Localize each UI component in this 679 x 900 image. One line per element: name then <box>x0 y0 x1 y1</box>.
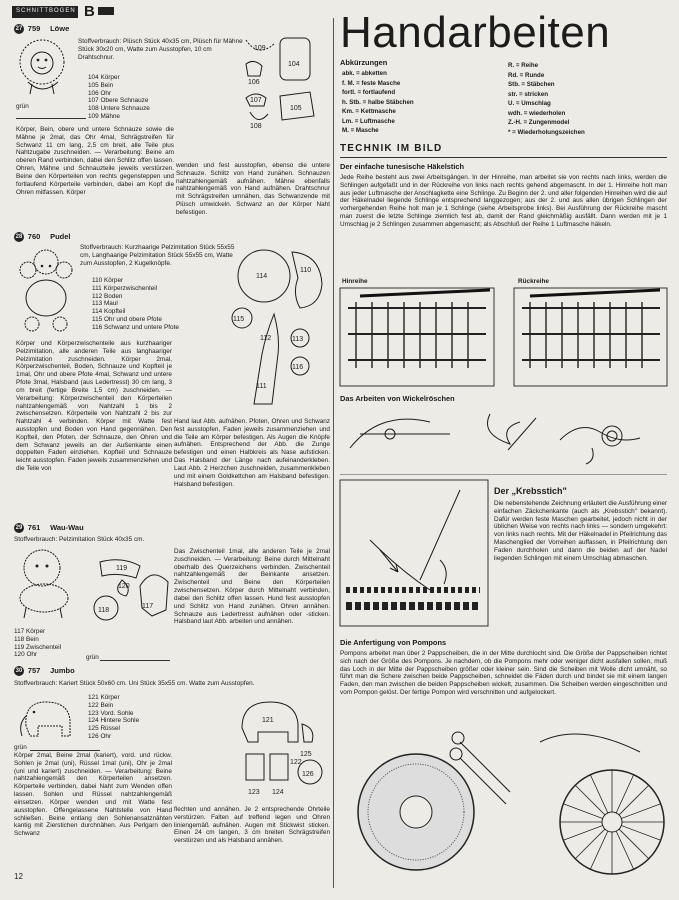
loewe-color-label: grün <box>16 103 29 110</box>
svg-text:119: 119 <box>116 565 128 572</box>
loewe-pattern-pieces <box>244 36 330 128</box>
abbreviations-left <box>340 68 419 137</box>
lion-illustration <box>14 36 74 98</box>
svg-text:105: 105 <box>290 105 302 112</box>
loewe-parts-list <box>88 74 198 121</box>
part-line: 126 Ohr <box>88 733 112 741</box>
svg-text:126: 126 <box>302 771 314 778</box>
haekelstich-title: Der einfache tunesische Häkelstich <box>340 162 465 171</box>
abbr-entry: M. = Masche <box>342 127 379 135</box>
item-number-badge: 29 <box>15 525 23 532</box>
svg-text:107: 107 <box>250 97 262 104</box>
part-line: 114 Kopfteil <box>92 308 126 316</box>
dog-illustration <box>16 548 86 620</box>
color-rule <box>16 118 86 119</box>
part-line: 112 Boden <box>92 292 123 300</box>
item-jumbo-header <box>14 666 214 676</box>
krebsstich-text: Die nebenstehende Zeichnung erläutert die Ausführung einer einfachen Zäckchenkante (auch als „Krebsstich" bekannt). Dafür werden feste Maschen gearbeitet, jedoch nicht in der üblichen Weise von rechts nach links — sondern umgekehrt: von links nach rechts. Mit der Häkelnadel in Pfeilrichtung das Maschenglied der Vorreihen auffassen, in Pfeilrichtung den Faden durchholen und dann die beiden auf der Nadel liegenden Schlingen mit einem Umschlag abmaschen. <box>494 500 667 562</box>
item-wauwau-header <box>14 523 214 533</box>
section-rule <box>340 474 667 475</box>
technik-heading: TECHNIK IM BILD <box>340 143 667 158</box>
part-line: 109 Mähne <box>88 113 120 121</box>
svg-text:121: 121 <box>262 717 274 724</box>
svg-text:104: 104 <box>288 61 300 68</box>
item-name: Löwe <box>50 24 70 33</box>
abbr-entry: R. = Reihe <box>508 62 539 69</box>
section-label: SCHNITTBOGEN <box>12 6 78 18</box>
pudel-instructions-1: Körper und Körperzwischenteile aus kurzhaariger Pelzimitation, alle anderen Teile aus langhaariger Pelzimitation zuschneiden. Körper 2mal, Körperzwischenteil, Boden, Schnauze und Kopfteil je 1mal, Ohr und obere Pfote 4mal, Schwanz und untere Pfote 3mal, Halsband (aus Ledertresst) 30 cm lang, 3 cm breit (fertige Breite 1,5 cm) zuschneiden. — Verarbeitung: Körperzwischenteil den Körperteilen nahtzahlengemäß von Nahtzahl 1 bis 2 zwischensetzen. Körperteile von Nahtzahl 2 bis zur Nahtzahl 4 verbinden. Körper mit Watte fest ausstopfen und Boden von Hand gegennähen. Den Kopfteil, den Pfoten, der Schnauze, den Ohren und dem Schwanz jeweils an der Außenkante einen doppelten Faden einziehen. Kopfteil und Schnauze leicht ausstopfen. Faden jeweils zusammenziehen und die Teile von <box>16 340 172 472</box>
svg-text:109: 109 <box>254 45 266 52</box>
section-bar <box>98 7 114 15</box>
loewe-material: Stoffverbrauch: Plüsch Stück 40x35 cm, Plüsch für Mähne Stück 30x20 cm, Watte zum Ausstopfen, 10 cm Drahtschnur. <box>78 38 243 61</box>
wauwau-color-label: grün <box>86 654 99 661</box>
pudel-material: Stoffverbrauch: Kurzhaarige Pelzimitation Stück 55x55 cm, Langhaarige Pelzimitation Stück 55x55 cm, Watte zum Ausstopfen, 2 Kugelknöpfe. <box>80 244 235 267</box>
part-line: 107 Obere Schnauze <box>88 97 149 105</box>
abbr-entry: Stb. = Stäbchen <box>508 81 555 89</box>
svg-text:112: 112 <box>260 335 272 342</box>
svg-text:118: 118 <box>98 607 110 614</box>
label-rueckreihe: Rückreihe <box>518 278 549 285</box>
svg-text:110: 110 <box>300 267 312 274</box>
svg-text:111: 111 <box>256 383 267 390</box>
pudel-pattern-pieces <box>228 244 332 416</box>
abbreviations-heading: Abkürzungen <box>340 58 388 67</box>
item-number-badge: 27 <box>15 26 23 33</box>
wauwau-parts-list <box>14 628 94 659</box>
part-line: 106 Ohr <box>88 89 112 97</box>
pudel-parts-list <box>92 277 182 332</box>
jumbo-color-label: grün <box>14 744 27 751</box>
pompons-illustration <box>340 712 667 882</box>
color-rule <box>100 660 170 661</box>
pompons-text: Pompons arbeitet man über 2 Pappscheiben, die in der Mitte durchlocht sind. Die Größe der Pappscheiben richtet sich nach der Größe des Pompons. Je nachdem, ob die Pompons mehr oder weniger dicht ausfallen sollen, muß das Loch in der Mitte der Pappscheiben größer oder kleiner sein. Sind die Scheiben mit Wolle dicht umnäht, so führt man die Schere zwischen beide Pappscheiben, schneidet die Fäden durch und bindet sie mit einem langen Faden, den man zwischen die beiden Pappscheiben wickelt, zusammen. Die Scheiben werden eingeschnitten und vom Pompon gelöst. Der fertige Pompon wird verschnitten und aufgelockert. <box>340 650 667 697</box>
part-line: 118 Bein <box>14 635 39 643</box>
svg-text:108: 108 <box>250 123 262 130</box>
part-line: 119 Zwischenteil <box>14 643 62 651</box>
part-line: 124 Hintere Sohle <box>88 717 140 725</box>
jumbo-material: Stoffverbrauch: Kariert Stück 50x60 cm. Uni Stück 35x55 cm. Watte zum Ausstopfen. <box>14 680 255 687</box>
svg-text:113: 113 <box>292 336 304 343</box>
item-code: 759 <box>27 24 41 33</box>
abbr-entry: Z.-H. = Zungenmodel <box>508 119 570 127</box>
item-pudel-header <box>14 232 214 242</box>
abbr-entry: f. M. = feste Masche <box>342 79 401 87</box>
part-line: 110 Körper <box>92 277 124 284</box>
part-line: 108 Untere Schnauze <box>88 105 150 113</box>
elephant-illustration <box>16 696 82 742</box>
krebsstich-illustration <box>340 480 488 626</box>
wickel-title: Das Arbeiten von Wickelröschen <box>340 394 455 403</box>
jumbo-instructions-1: Körper 2mal, Beine 2mal (kariert), vord. und rückw. Sohlen je 2mal (uni), Rüssel 1mal (uni), Ohr je 2mal (uni und kariert) zuschneiden. — Verarbeitung: Beine nahtzahlengemäß den Körperteilen ansetzen. Körperteile verbinden, dabei Naht zum Wenden offen lassen. Sohlen und Rüssel nahtzahlengemäß einsetzen. Körper wenden und mit Watte fest ausstopfen. Offengelassene Nahtstelle von Hand schließen. Beine entlang den Sohlenansatznähten kantig mit Zierstichen durchnähen. Aus Perlgarn den Schwanz <box>14 752 172 838</box>
abbr-entry: wdh. = wiederholen <box>508 109 566 117</box>
loewe-instructions-2: wenden und fest ausstopfen, ebenso die untere Schnauze. Schlitz von Hand zunähen. Schnauzen nahtzahlengemäß aufnähen. Mähne ebenfalls nahtzahlengemäß von Hand aufnähen. Drahtschnur mit Schrägstreifen umnähen, das Schwanzende mit Plüsch umwickeln. Schwanz an der Körper Naht befestigen. <box>176 162 330 216</box>
item-code: 760 <box>27 232 41 241</box>
abbr-entry: U. = Umschlag <box>508 100 551 108</box>
abbr-entry: str. = stricken <box>508 90 549 98</box>
svg-text:117: 117 <box>142 603 154 610</box>
item-name: Pudel <box>50 232 71 241</box>
poodle-illustration <box>16 248 78 338</box>
abbr-entry: * = Wiederholungszeichen <box>508 128 585 136</box>
column-divider <box>333 18 334 888</box>
svg-text:122: 122 <box>290 759 302 766</box>
abbr-entry: Lm. = Luftmasche <box>342 117 395 125</box>
label-hinreihe: Hinreihe <box>342 278 368 285</box>
svg-text:125: 125 <box>300 751 312 758</box>
part-line: 116 Schwanz und untere Pfote <box>92 323 179 331</box>
svg-text:106: 106 <box>248 79 260 86</box>
part-line: 105 Bein <box>88 81 114 89</box>
abbr-entry: Km. = Kettmasche <box>342 108 396 116</box>
abbreviations-right <box>506 60 590 139</box>
wickel-illustration <box>340 404 667 468</box>
part-line: 123 Vord. Sohle <box>88 709 134 717</box>
svg-text:123: 123 <box>248 789 260 796</box>
abbr-entry: h. Stb. = halbe Stäbchen <box>342 98 414 106</box>
item-code: 757 <box>27 666 41 675</box>
item-number-badge: 28 <box>15 234 23 241</box>
part-line: 121 Körper <box>88 694 120 701</box>
item-loewe-header <box>14 24 334 34</box>
part-line: 117 Körper <box>14 628 46 635</box>
part-line: 113 Maul <box>92 300 118 308</box>
pompons-title: Die Anfertigung von Pompons <box>340 638 447 647</box>
page-number: 12 <box>14 872 23 881</box>
wauwau-pattern-pieces <box>92 552 178 628</box>
item-number-badge: 30 <box>15 668 23 675</box>
krebsstich-title: Der „Krebsstich" <box>494 486 567 496</box>
part-line: 122 Bein <box>88 701 114 709</box>
abbr-entry: abk. = abketten <box>342 70 387 77</box>
jumbo-instructions-2: flechten und annähen. Je 2 entsprechende Ohrteile verstürzen. Falten auf treffend legen und Ohren liniengemäß aufnähen. Augen mit Stickwist sticken. Einen 24 cm langen, 3 cm breiten Schrägstreifen verstürzen und als Halsband annähen. <box>174 806 330 845</box>
haekelstich-text: Jede Reihe besteht aus zwei Arbeitsgängen. In der Hinreihe, man arbeitet sie von rechts nach links, werden die Schlingen aufgefaßt und in der Rückreihe von links nach rechts gehend abgemascht. In der 1. Hinreihe holt man aus jeder Luftmasche der Anschlagkette eine Schlinge. Zu Beginn der 2. und aller folgenden Hinreihen wird die auf der Häkelnadel liegende Schlinge entsprechend langgezogen; aus der 2. und aus allen übrigen Schlingen der vorhergehenden Reihe holt man je 1 Schlinge (siehe Arbeitsprobe links). Bei Ausführung der Rückreihe mascht man zuerst die letzte Schlinge ziemlich fest ab, damit der Rand gleichmäßig ausfällt. Dann werden mit je 1 Umschlag je 2 Schlingen zusammen abgemascht; als Abschluß der Reihe 1 Luftmasche häkeln. <box>340 174 667 228</box>
page-title: Handarbeiten <box>340 8 611 57</box>
wauwau-instructions: Das Zwischenteil 1mal, alle anderen Teile je 2mal zuschneiden. — Verarbeitung: Beine durch Mittelnaht oberhalb des Querzeichens verbinden. Zwischenteil nahtzahlengemäß der Beinkante ansetzen. Zwischenteil und Beine den Körperteilen zwischensetzen. Körper durch Mittelnaht verbinden, dabei den Schlitz offen lassen. Hund fest ausstopfen und Schlitz von Hand zunähen. Ohren annähen. Schnauze aus Ledertresst aufnähen oder -sticken. Halsband laut Abb. arbeiten und annähen. <box>174 548 330 626</box>
item-code: 761 <box>27 523 41 532</box>
abbr-entry: fortl. = fortlaufend <box>342 89 396 97</box>
section-letter: B <box>84 3 95 20</box>
part-line: 115 Ohr und obere Pfote <box>92 316 162 324</box>
item-name: Wau-Wau <box>50 523 84 532</box>
pudel-instructions-2: Hand laut Abb. aufnähen. Pfoten, Ohren und Schwanz fest ausstopfen, Faden jeweils zusammenziehen und die Teile am Körper befestigen. Als Augen die Knöpfe aufnähen. Entsprechend der Abb. die Zunge befestigen und einen Halbkreis als Nase aufsticken. Das Halsband der Länge nach aufeinanderkleben. Laut Abb. 2 Herzchen zuschneiden, zusammenkleben und mit einem Goldkettchen am Halsband befestigen. Halsband befestigen. <box>174 418 330 488</box>
color-rule <box>30 750 100 751</box>
svg-text:116: 116 <box>292 364 304 371</box>
item-name: Jumbo <box>50 666 75 675</box>
part-line: 120 Ohr <box>14 651 38 659</box>
loewe-instructions-1: Körper, Bein, obere und untere Schnauze sowie die Mähne je 2mal, das Ohr 4mal, Schrägstreifen für Schwanz 11 cm lang, 2,5 cm breit, alle Teile plus Nahtzugabe zuschneiden. — Verarbeitung: Beine am oberen Rand verbinden, dabei den Schlitz offen lassen. Ohren, Mähne und Schnauzteile jeweils verstürzen. Beine den Körperteilen von rechts gegensteppen und fortlaufend Körperteile verbinden, dabei am Kopf die Ohren mitfassen. Körper <box>16 126 174 196</box>
jumbo-pattern-pieces <box>236 694 330 798</box>
svg-text:120: 120 <box>118 583 130 590</box>
svg-text:114: 114 <box>256 273 268 280</box>
abbr-entry: Rd. = Runde <box>508 71 545 79</box>
part-line: 104 Körper <box>88 74 120 81</box>
part-line: 125 Rüssel <box>88 725 120 733</box>
wauwau-material: Stoffverbrauch: Pelzimitation Stück 40x35 cm. <box>14 536 145 543</box>
haekelstich-illustration <box>340 288 667 388</box>
jumbo-parts-list <box>88 694 178 741</box>
part-line: 111 Körperzwischenteil <box>92 284 158 292</box>
svg-text:115: 115 <box>233 316 245 323</box>
svg-text:124: 124 <box>272 789 284 796</box>
